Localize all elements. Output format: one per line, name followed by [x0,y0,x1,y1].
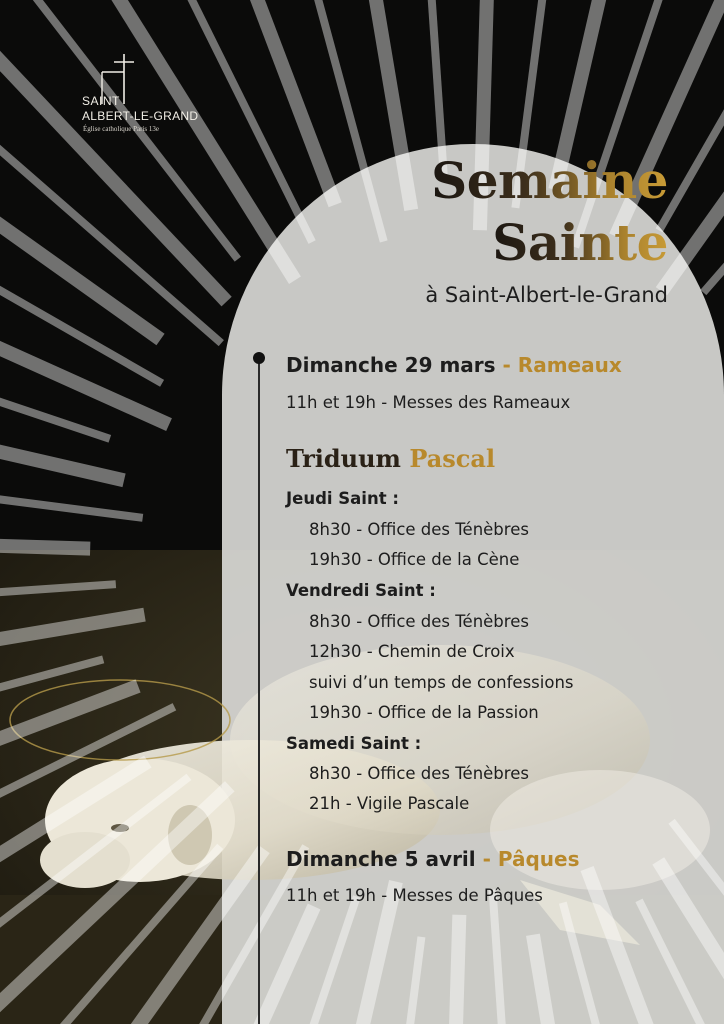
logo-tagline: Église catholique Paris 13e [83,125,160,133]
light-ray [0,533,90,549]
day-heading-vendredi: Vendredi Saint : [286,581,436,600]
schedule-item: 8h30 - Office des Ténèbres [309,764,529,783]
easter-separator: - [475,847,498,871]
schedule-item: 19h30 - Office de la Passion [309,703,539,722]
schedule-item: 8h30 - Office des Ténèbres [309,520,529,539]
easter-date: Dimanche 5 avril [286,847,476,871]
timeline-dot [253,352,265,364]
palm-sunday-separator: - [495,353,518,377]
subtitle: à Saint-Albert-le-Grand [425,283,668,307]
triduum-heading [286,444,495,473]
timeline-line [258,357,260,1024]
schedule-item: 8h30 - Office des Ténèbres [309,612,529,631]
palm-sunday-date: Dimanche 29 mars [286,353,496,377]
title-line-1: Semaine [431,151,668,210]
schedule-item: 12h30 - Chemin de Croix [309,642,515,661]
easter-detail: 11h et 19h - Messes de Pâques [286,886,543,905]
palm-sunday-feast: Rameaux [517,353,622,377]
triduum-word-2: Pascal [409,444,496,473]
easter-feast: Pâques [497,847,580,871]
schedule-item: 21h - Vigile Pascale [309,794,470,813]
logo-line-saint: SAINT [82,94,120,108]
schedule-item: suivi d’un temps de confessions [309,673,574,692]
day-heading-jeudi: Jeudi Saint : [286,489,399,508]
palm-sunday-heading [286,353,622,377]
schedule-item: 19h30 - Office de la Cène [309,550,520,569]
triduum-word-1: Triduum [286,444,401,473]
palm-sunday-detail: 11h et 19h - Messes des Rameaux [286,393,571,412]
logo-line-name: ALBERT-LE-GRAND [82,109,199,123]
day-heading-samedi: Samedi Saint : [286,734,422,753]
church-logo [82,52,212,152]
title-line-2: Sainte [492,213,668,272]
easter-heading [286,847,580,871]
